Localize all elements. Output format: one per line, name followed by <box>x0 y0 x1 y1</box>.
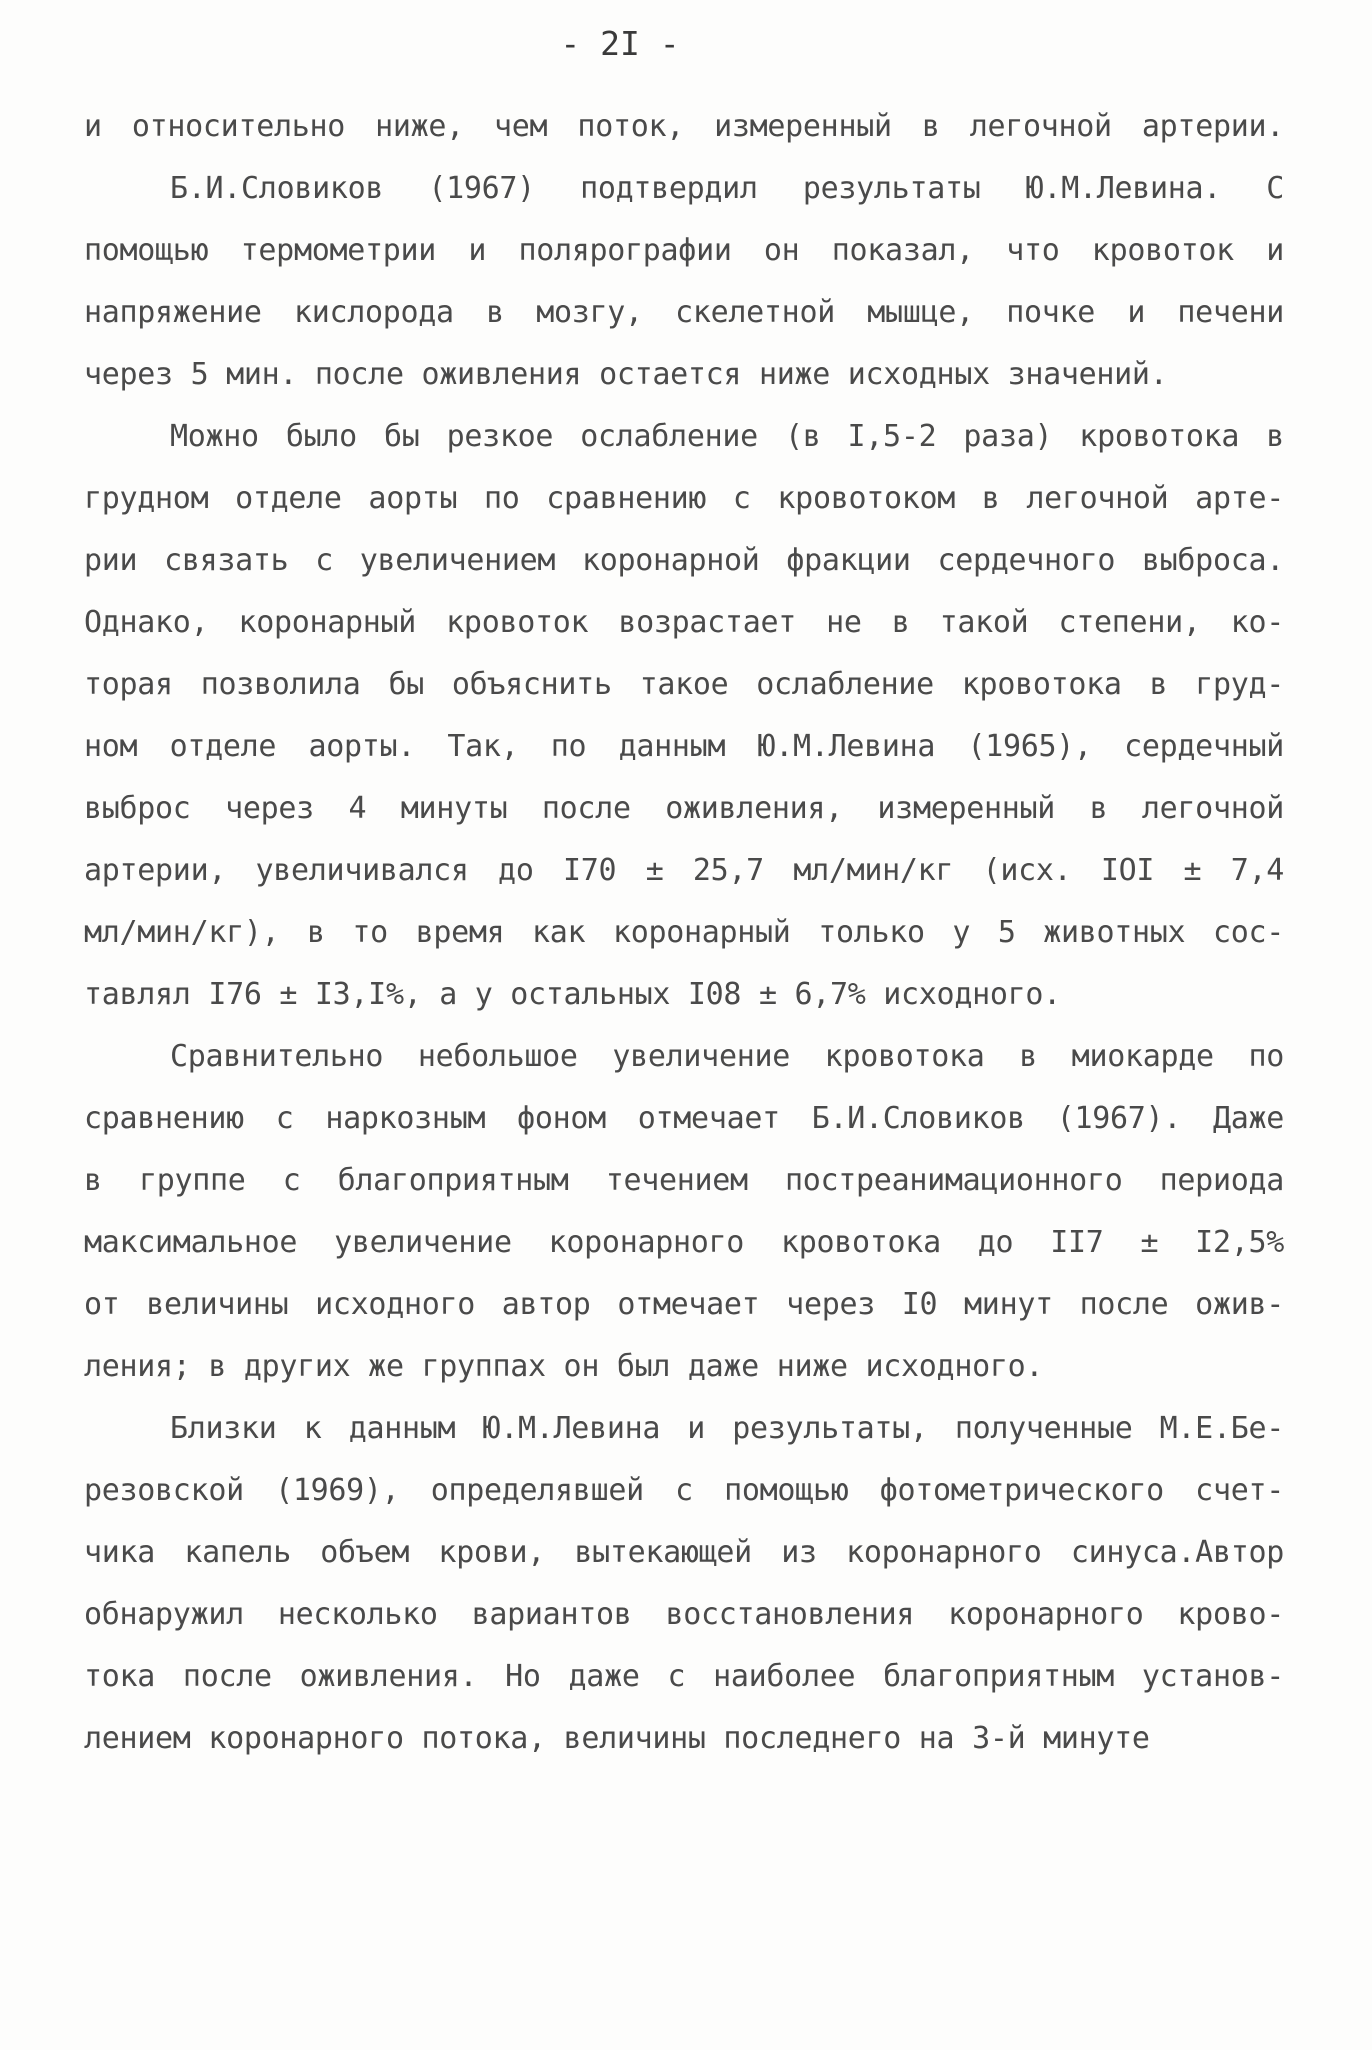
text-line: обнаружил несколько вариантов восстановления коронарного крово- <box>84 1597 1284 1632</box>
text-line: Можно было бы резкое ослабление (в I,5-2 раза) кровотока в <box>170 419 1284 454</box>
text-line: резовской (1969), определявшей с помощью фотометрического счет- <box>84 1473 1284 1508</box>
text-line: напряжение кислорода в мозгу, скелетной мышце, почке и печени <box>84 295 1284 330</box>
text-line: торая позволила бы объяснить такое ослабление кровотока в груд- <box>84 667 1284 702</box>
text-line: сравнению с наркозным фоном отмечает Б.И.Словиков (1967). Даже <box>84 1101 1284 1136</box>
text-line: лением коронарного потока, величины последнего на 3-й минуте <box>84 1721 1150 1756</box>
text-line: Б.И.Словиков (1967) подтвердил результаты Ю.М.Левина. С <box>170 171 1284 206</box>
text-line: рии связать с увеличением коронарной фракции сердечного выброса. <box>84 543 1284 578</box>
text-line: через 5 мин. после оживления остается ниже исходных значений. <box>84 357 1168 392</box>
text-line: Однако, коронарный кровоток возрастает не в такой степени, ко- <box>84 605 1284 640</box>
text-line: от величины исходного автор отмечает через I0 минут после ожив- <box>84 1287 1284 1322</box>
text-line: Сравнительно небольшое увеличение кровотока в миокарде по <box>170 1039 1284 1074</box>
text-line: Близки к данным Ю.М.Левина и результаты, полученные М.Е.Бе- <box>170 1411 1284 1446</box>
text-line: чика капель объем крови, вытекающей из коронарного синуса.Автор <box>84 1535 1284 1570</box>
text-line: тока после оживления. Но даже с наиболее благоприятным установ- <box>84 1659 1284 1694</box>
text-line: помощью термометрии и полярографии он показал, что кровоток и <box>84 233 1284 268</box>
text-line: в группе с благоприятным течением постреанимационного периода <box>84 1163 1284 1198</box>
text-line: и относительно ниже, чем поток, измеренный в легочной артерии. <box>84 109 1284 144</box>
text-line: мл/мин/кг), в то время как коронарный только у 5 животных сос- <box>84 915 1284 950</box>
page-number: - 2I - <box>560 24 680 63</box>
text-line: тавлял I76 ± I3,I%, а у остальных I08 ± 6,7% исходного. <box>84 977 1061 1012</box>
text-line: ления; в других же группах он был даже ниже исходного. <box>84 1349 1044 1384</box>
text-line: грудном отделе аорты по сравнению с кровотоком в легочной арте- <box>84 481 1284 516</box>
text-line: максимальное увеличение коронарного кровотока до II7 ± I2,5% <box>84 1225 1284 1260</box>
text-line: ном отделе аорты. Так, по данным Ю.М.Левина (1965), сердечный <box>84 729 1284 764</box>
text-line: выброс через 4 минуты после оживления, измеренный в легочной <box>84 791 1284 826</box>
text-line: артерии, увеличивался до I70 ± 25,7 мл/мин/кг (исх. IOI ± 7,4 <box>84 853 1284 888</box>
